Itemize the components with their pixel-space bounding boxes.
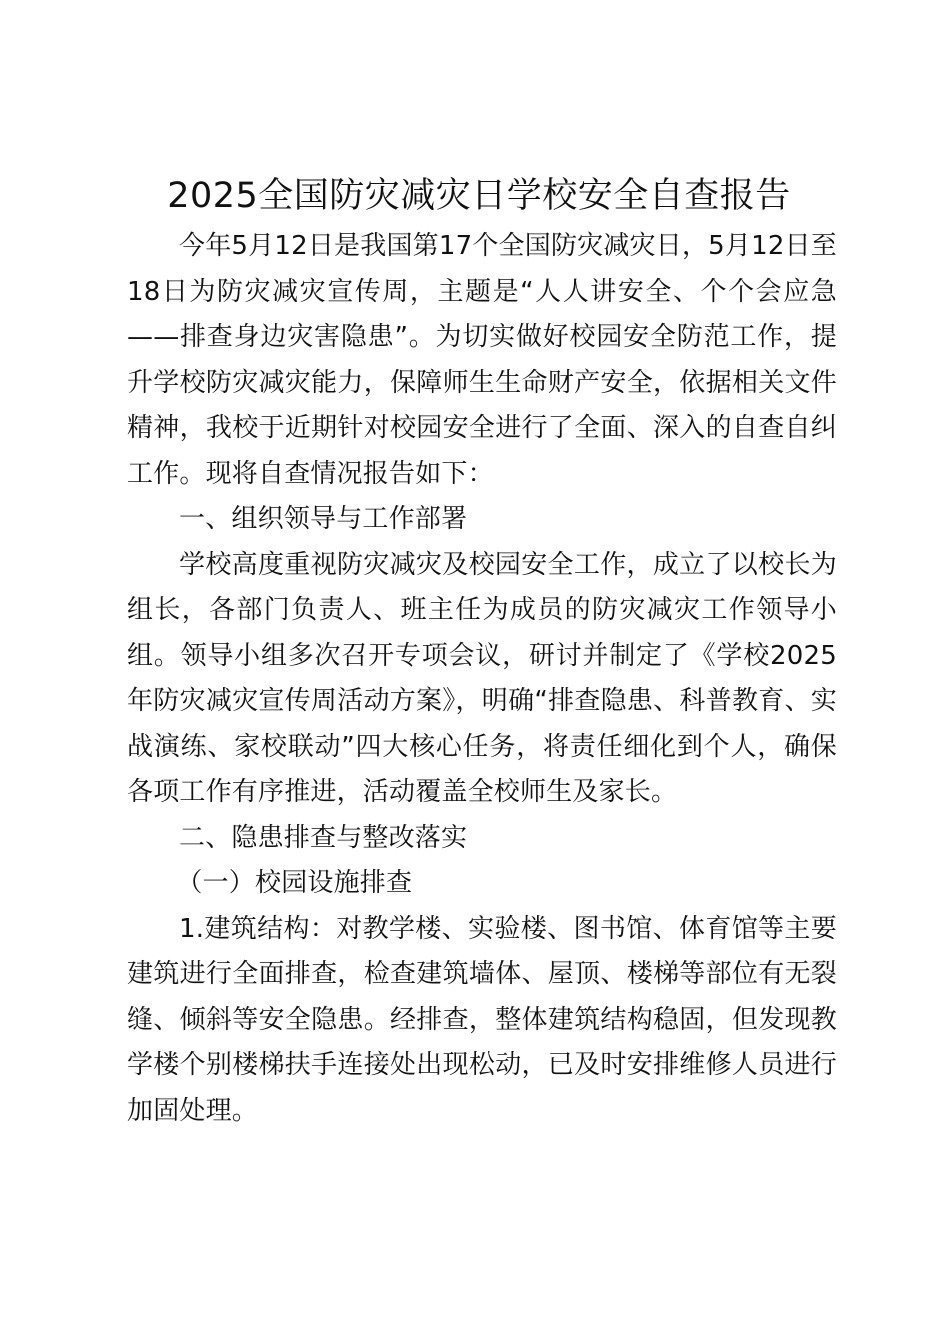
document-title: 2025全国防灾减灾日学校安全自查报告 bbox=[167, 176, 791, 216]
subsection-heading-facilities: （一）校园设施排查 bbox=[176, 868, 413, 898]
building-structure-paragraph: 1.建筑结构：对教学楼、实验楼、图书馆、体育馆等主要建筑进行全面排查，检查建筑墙体、屋顶、楼梯等部位有无裂缝、倾斜等安全隐患。经排查，整体建筑结构稳固，但发现教学楼个别楼梯扶手连接处出现松动，已及时安排维修人员进行加固处理。 bbox=[127, 913, 837, 1126]
intro-paragraph: 今年5月12日是我国第17个全国防灾减灾日，5月12日至18日为防灾减灾宣传周，主题是“人人讲安全、个个会应急——排查身边灾害隐患”。为切实做好校园安全防范工作，提升学校防灾减灾能力，保障师生生命财产安全，依据相关文件精神，我校于近期针对校园安全进行了全面、深入的自查自纠工作。现将自查情况报告如下： bbox=[127, 231, 837, 489]
section-heading-hazard-inspection: 二、隐患排查与整改落实 bbox=[179, 822, 468, 853]
section-heading-organization: 一、组织领导与工作部署 bbox=[179, 504, 468, 534]
document-body bbox=[127, 224, 837, 1134]
organization-paragraph: 学校高度重视防灾减灾及校园安全工作，成立了以校长为组长，各部门负责人、班主任为成员的防灾减灾工作领导小组。领导小组多次召开专项会议，研讨并制定了《学校2025年防灾减灾宣传周活动方案》，明确“排查隐患、科普教育、实战演练、家校联动”四大核心任务，将责任细化到个人，确保各项工作有序推进，活动覆盖全校师生及家长。 bbox=[127, 549, 837, 807]
